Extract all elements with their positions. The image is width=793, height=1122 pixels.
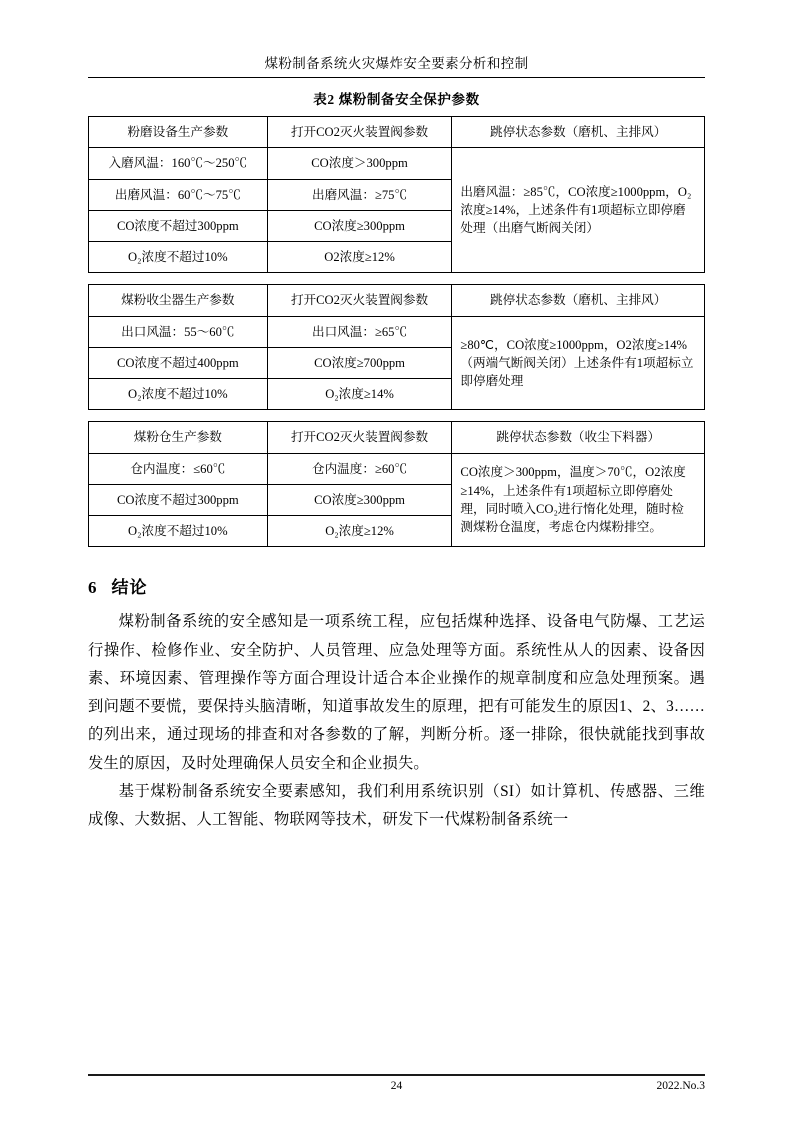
col-header-production: 煤粉仓生产参数 [89, 422, 268, 453]
col-header-production: 粉磨设备生产参数 [89, 117, 268, 148]
table-row [89, 316, 705, 347]
section-number: 6 [88, 578, 98, 598]
table-caption: 表2 煤粉制备安全保护参数 [313, 92, 480, 107]
cell-co2-valve: 出口风温：≥65℃ [267, 316, 452, 347]
body-paragraph-2: 基于煤粉制备系统安全要素感知，我们利用系统识别（SI）如计算机、传感器、三维成像、大数据、人工智能、物联网等技术，研发下一代煤粉制备系统一 [88, 783, 705, 829]
cell-production: CO浓度不超过300ppm [89, 210, 268, 241]
table-block-spacer [88, 273, 705, 284]
section-heading [88, 573, 705, 598]
cell-co2-valve: O₂浓度≥14% [267, 379, 452, 410]
cell-co2-valve: O₂浓度≥12% [267, 516, 452, 547]
cell-trip-note: 出磨风温：≥85℃，CO浓度≥1000ppm，O₂浓度≥14%，上述条件有1项超标立即停磨处理（出磨气断阀关闭） [452, 148, 705, 273]
issue-label: 2022.No.3 [656, 1080, 705, 1092]
col-header-co2-valve: 打开CO2灭火装置阀参数 [267, 117, 452, 148]
cell-production: O₂浓度不超过10% [89, 516, 268, 547]
section-title: 结论 [111, 578, 148, 598]
col-header-co2-valve: 打开CO2灭火装置阀参数 [267, 422, 452, 453]
cell-production: CO浓度不超过300ppm [89, 484, 268, 515]
page-number: 24 [390, 1080, 403, 1092]
cell-co2-valve: O2浓度≥12% [267, 242, 452, 273]
table-block-spacer [88, 410, 705, 421]
table-row [89, 117, 705, 148]
cell-production: 入磨风温：160℃～250℃ [89, 148, 268, 179]
cell-co2-valve: 仓内温度：≥60℃ [267, 453, 452, 484]
cell-co2-valve: CO浓度＞300ppm [267, 148, 452, 179]
col-header-production: 煤粉收尘器生产参数 [89, 285, 268, 316]
cell-co2-valve: 出磨风温：≥75℃ [267, 179, 452, 210]
cell-trip-note: CO浓度＞300ppm，温度＞70℃，O2浓度≥14%，上述条件有1项超标立即停磨处理，同时喷入CO₂进行惰化处理，随时检测煤粉仓温度，考虑仓内煤粉排空。 [452, 453, 705, 547]
cell-co2-valve: CO浓度≥700ppm [267, 347, 452, 378]
page-footer [88, 1074, 705, 1096]
cell-production: O₂浓度不超过10% [89, 242, 268, 273]
table-row [89, 453, 705, 484]
running-header: 煤粉制备系统火灾爆炸安全要素分析和控制 [88, 52, 705, 78]
table-row [89, 148, 705, 179]
body-paragraph-1: 煤粉制备系统的安全感知是一项系统工程，应包括煤种选择、设备电气防爆、工艺运行操作、检修作业、安全防护、人员管理、应急处理等方面。系统性从人的因素、设备因素、环境因素、管理操作等方面合理设计适合本企业操作的规章制度和应急处理预案。遇到问题不要慌，要保持头脑清晰，知道事故发生的原理，把有可能发生的原因1、2、3……的列出来，通过现场的排查和对各参数的了解，判断分析。逐一排除，很快就能找到事故发生的原因，及时处理确保人员安全和企业损失。 [88, 613, 705, 772]
cell-production: 仓内温度：≤60℃ [89, 453, 268, 484]
cell-production: 出口风温：55～60℃ [89, 316, 268, 347]
params-table-block-3 [88, 421, 705, 547]
col-header-trip-status: 跳停状态参数（收尘下料器） [452, 422, 705, 453]
col-header-trip-status: 跳停状态参数（磨机、主排风） [452, 117, 705, 148]
footer-divider [88, 1074, 705, 1076]
cell-co2-valve: CO浓度≥300ppm [267, 210, 452, 241]
table-row [89, 422, 705, 453]
cell-co2-valve: CO浓度≥300ppm [267, 484, 452, 515]
cell-trip-note: ≥80℃，CO浓度≥1000ppm，O2浓度≥14%（两端气断阀关闭）上述条件有1项超标立即停磨处理 [452, 316, 705, 410]
params-table-block-1 [88, 116, 705, 273]
table-row [89, 285, 705, 316]
cell-production: 出磨风温：60℃～75℃ [89, 179, 268, 210]
footer-row [88, 1080, 705, 1096]
col-header-trip-status: 跳停状态参数（磨机、主排风） [452, 285, 705, 316]
cell-production: CO浓度不超过400ppm [89, 347, 268, 378]
params-table-block-2 [88, 284, 705, 410]
col-header-co2-valve: 打开CO2灭火装置阀参数 [267, 285, 452, 316]
cell-production: O₂浓度不超过10% [89, 379, 268, 410]
